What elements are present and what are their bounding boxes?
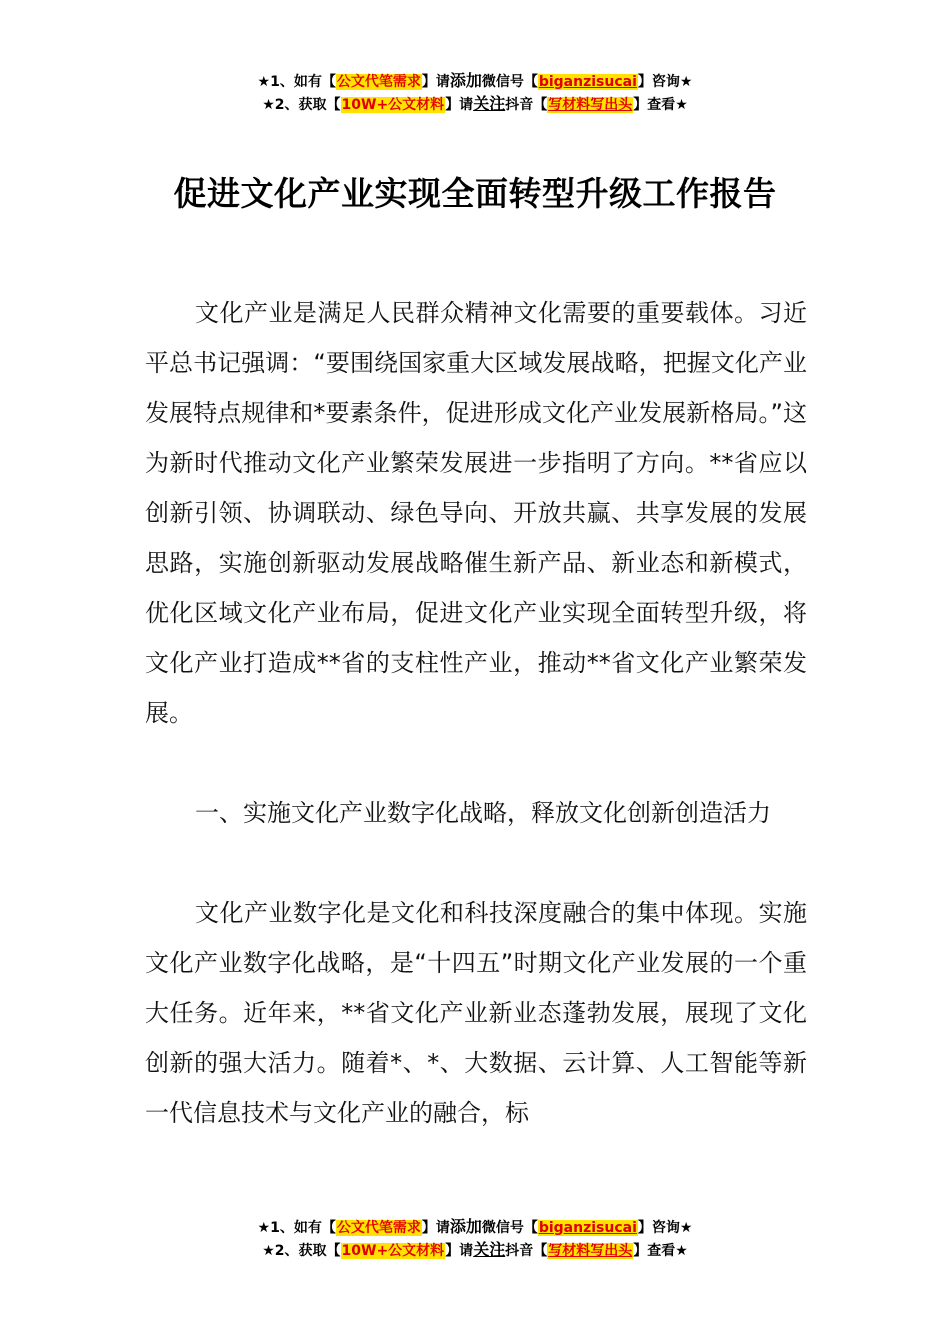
promo-text: 】请 (421, 1220, 450, 1236)
promo-line-2 (0, 1239, 950, 1262)
body-paragraph: 文化产业是满足人民群众精神文化需要的重要载体。习近平总书记强调：“要围绕国家重大区域发展战略，把握文化产业发展特点规律和*要素条件，促进形成文化产业发展新格局。”这为新时代推动文化产业繁荣发展进一步指明了方向。**省应以创新引领、协调联动、绿色导向、开放共赢、共享发展的发展思路，实施创新驱动发展战略催生新产品、新业态和新模式，优化区域文化产业布局，促进文化产业实现全面转型升级，将文化产业打造成**省的支柱性产业，推动**省文化产业繁荣发展。 (145, 299, 807, 727)
promo-text: 】请 (421, 74, 450, 90)
promo-emphasis: 添加 (449, 1217, 482, 1236)
promo-text: ★1、如有【 (257, 74, 336, 90)
promo-wechat-id-link[interactable]: biganzisucai (538, 1220, 637, 1236)
promo-text: ★2、获取【 (262, 97, 341, 113)
promo-emphasis: 关注 (473, 94, 506, 113)
promo-text: 抖音【 (505, 97, 548, 113)
promo-highlight-materials: 10W+公文材料 (341, 1243, 445, 1259)
promo-douyin-link[interactable]: 写材料写出头 (548, 97, 633, 113)
body-paragraph: 文化产业数字化是文化和科技深度融合的集中体现。实施文化产业数字化战略，是“十四五”时期文化产业发展的一个重大任务。近年来，**省文化产业新业态蓬勃发展，展现了文化创新的强大活力。随着*、*、大数据、云计算、人工智能等新一代信息技术与文化产业的融合，标 (145, 899, 807, 1127)
promo-line-1 (0, 1216, 950, 1239)
promo-text: 微信号【 (481, 74, 538, 90)
promo-text: 】咨询★ (637, 74, 693, 90)
promo-text: ★1、如有【 (257, 1220, 336, 1236)
promo-emphasis: 添加 (449, 71, 482, 90)
promo-text: 】查看★ (633, 97, 688, 113)
promo-line-2 (0, 93, 950, 116)
footer-promo (0, 1216, 950, 1262)
promo-text: 】请 (445, 97, 474, 113)
promo-highlight-service: 公文代笔需求 (336, 1220, 421, 1236)
promo-line-1 (0, 70, 950, 93)
promo-text: 微信号【 (481, 1220, 538, 1236)
paragraph-spacer (145, 838, 807, 888)
promo-text: 】请 (445, 1243, 474, 1259)
section-heading: 一、实施文化产业数字化战略，释放文化创新创造活力 (195, 799, 771, 827)
promo-douyin-link[interactable]: 写材料写出头 (548, 1243, 633, 1259)
document-body (145, 288, 807, 1138)
promo-wechat-id-link[interactable]: biganzisucai (538, 74, 637, 90)
promo-highlight-materials: 10W+公文材料 (341, 97, 445, 113)
paragraph-spacer (145, 738, 807, 788)
promo-text: 】咨询★ (637, 1220, 693, 1236)
promo-text: 抖音【 (505, 1243, 548, 1259)
promo-text: 】查看★ (633, 1243, 688, 1259)
promo-text: ★2、获取【 (262, 1243, 341, 1259)
header-promo (0, 70, 950, 116)
document-title: 促进文化产业实现全面转型升级工作报告 (173, 174, 777, 214)
promo-highlight-service: 公文代笔需求 (336, 74, 421, 90)
promo-emphasis: 关注 (473, 1240, 506, 1259)
